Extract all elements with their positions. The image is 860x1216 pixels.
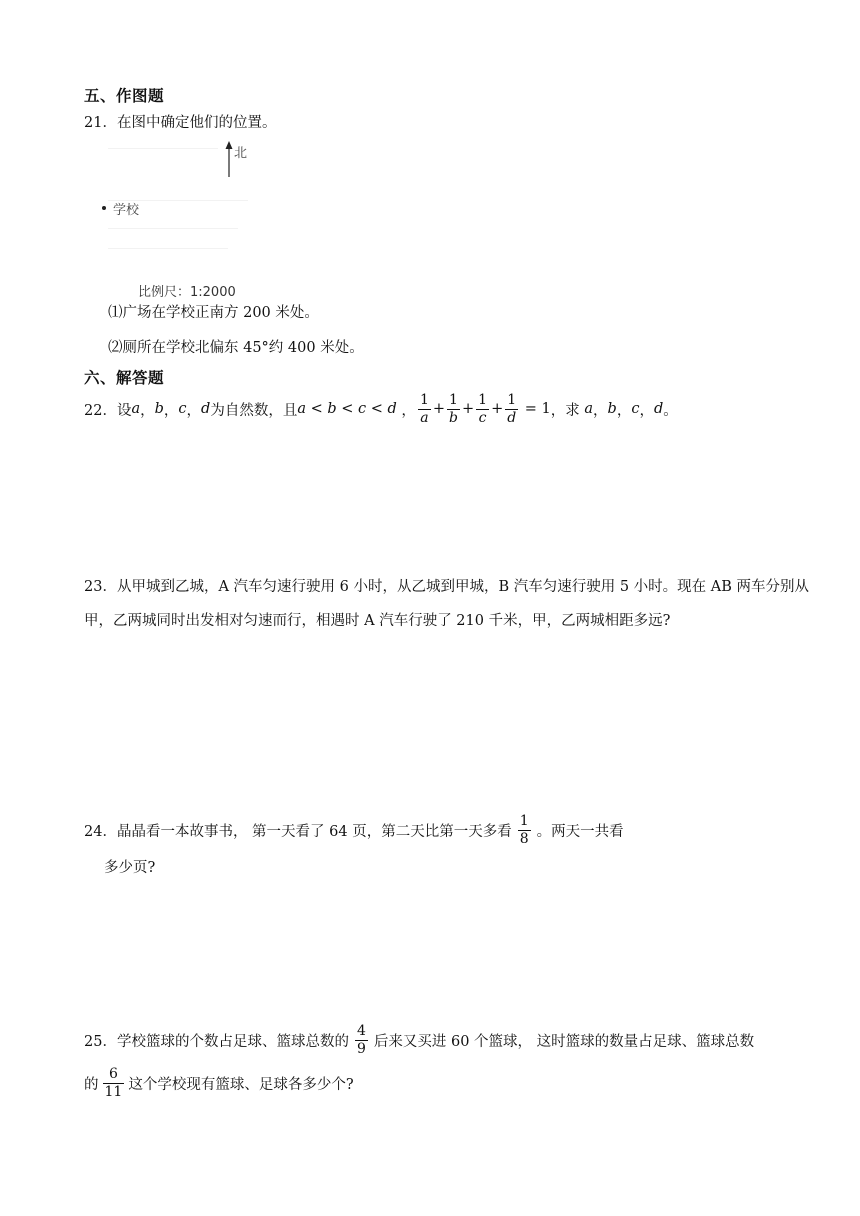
question-25-line2 [84,1061,354,1105]
q22-ask: ，求 [550,402,585,419]
frac-num: 1 [478,391,488,408]
frac-den: b [449,409,458,426]
fraction-1-over-c [476,392,489,427]
sep: ， [186,402,202,419]
var-d: d [201,401,211,417]
question-25-line2-before: 的 [84,1076,99,1093]
ask-d: d [653,401,664,417]
var-b: b [154,401,164,417]
position-diagram [100,140,260,300]
frac-den: 8 [519,830,529,847]
question-24 [84,808,624,852]
frac-den: a [420,409,429,426]
plus: + [432,401,446,417]
ineq-d: d [387,401,397,417]
question-23 [84,570,812,638]
sep: ， [140,402,155,419]
fraction-6-over-11 [103,1066,125,1101]
frac-num: 1 [519,812,529,829]
plus: + [461,401,475,417]
sep: ， [593,402,608,419]
var-a: a [131,401,141,417]
frac-num: 1 [505,392,518,410]
ineq-a: a [297,401,306,417]
ineq-c: c [358,401,367,417]
question-22-number: 22． [84,402,117,419]
question-25-text-before: 学校篮球的个数占足球、篮球总数的 [116,1033,349,1050]
question-21 [84,113,276,133]
frac-num: 1 [419,391,429,408]
frac-den: c [478,409,487,426]
school-dot [102,206,106,210]
lt: < [336,401,359,417]
question-22 [84,387,678,431]
question-25-number: 25． [84,1033,117,1050]
question-25 [84,1018,754,1062]
question-21-sub1: ⑴广场在学校正南方 200 米处。 [108,305,319,321]
q22-end: 。 [663,402,678,419]
q22-comma: ， [396,402,416,419]
frac-den: 11 [104,1083,123,1100]
frac-num: 4 [356,1022,366,1039]
frac-den: d [507,409,517,426]
sep: ， [616,402,632,419]
lt: < [305,401,328,417]
north-label: 北 [234,146,248,161]
question-24-line2: 多少页? [104,860,156,876]
question-21-number: 21． [84,115,117,131]
plus: + [491,401,504,417]
sep: ， [163,402,179,419]
question-24-text-before: 晶晶看一本故事书， 第一天看了 64 页，第二天比第一天多看 [116,823,512,840]
question-21-text: 在图中确定他们的位置。 [116,115,277,131]
section6-heading: 六、解答题 [84,369,165,387]
ask-c: c [631,401,640,417]
question-21-sub2: ⑵厕所在学校北偏东 45°约 400 米处。 [108,340,364,356]
question-24-text-after: 。两天一共看 [536,823,624,840]
q22-prefix: 设 [116,402,132,419]
lt: < [366,401,388,417]
ineq-b: b [327,401,337,417]
sep: ， [639,402,654,419]
fraction-4-over-9 [355,1023,368,1058]
question-25-text-mid: 后来又买进 60 个篮球， 这时篮球的数量占足球、篮球总数 [373,1033,755,1050]
frac-den: 9 [356,1040,366,1057]
ask-b: b [607,401,617,417]
question-24-number: 24． [84,823,117,840]
ask-a: a [584,401,594,417]
school-label: 学校 [113,203,140,218]
equals-one: = 1 [520,401,551,417]
frac-num: 6 [103,1066,125,1084]
q22-mid: 为自然数，且 [210,402,298,419]
scale-label: 比例尺：1:2000 [138,285,236,300]
fraction-1-over-a [418,392,431,427]
var-c: c [178,401,187,417]
fraction-1-over-b [447,392,460,427]
fraction-1-over-d [505,392,518,427]
question-23-text: 从甲城到乙城，A 汽车匀速行驶用 6 小时，从乙城到甲城，B 汽车匀速行驶用 5 小时。现在 AB 两车分别从甲，乙两城同时出发相对匀速而行，相遇时 A 汽车行驶了 210 千米，甲，乙两城相距多远? [84,579,810,629]
section5-heading: 五、作图题 [84,87,165,105]
question-25-line2-after: 这个学校现有篮球、足球各多少个? [128,1076,354,1093]
frac-num: 1 [447,392,460,410]
fraction-1-over-8 [518,813,531,848]
question-23-number: 23． [84,579,117,595]
